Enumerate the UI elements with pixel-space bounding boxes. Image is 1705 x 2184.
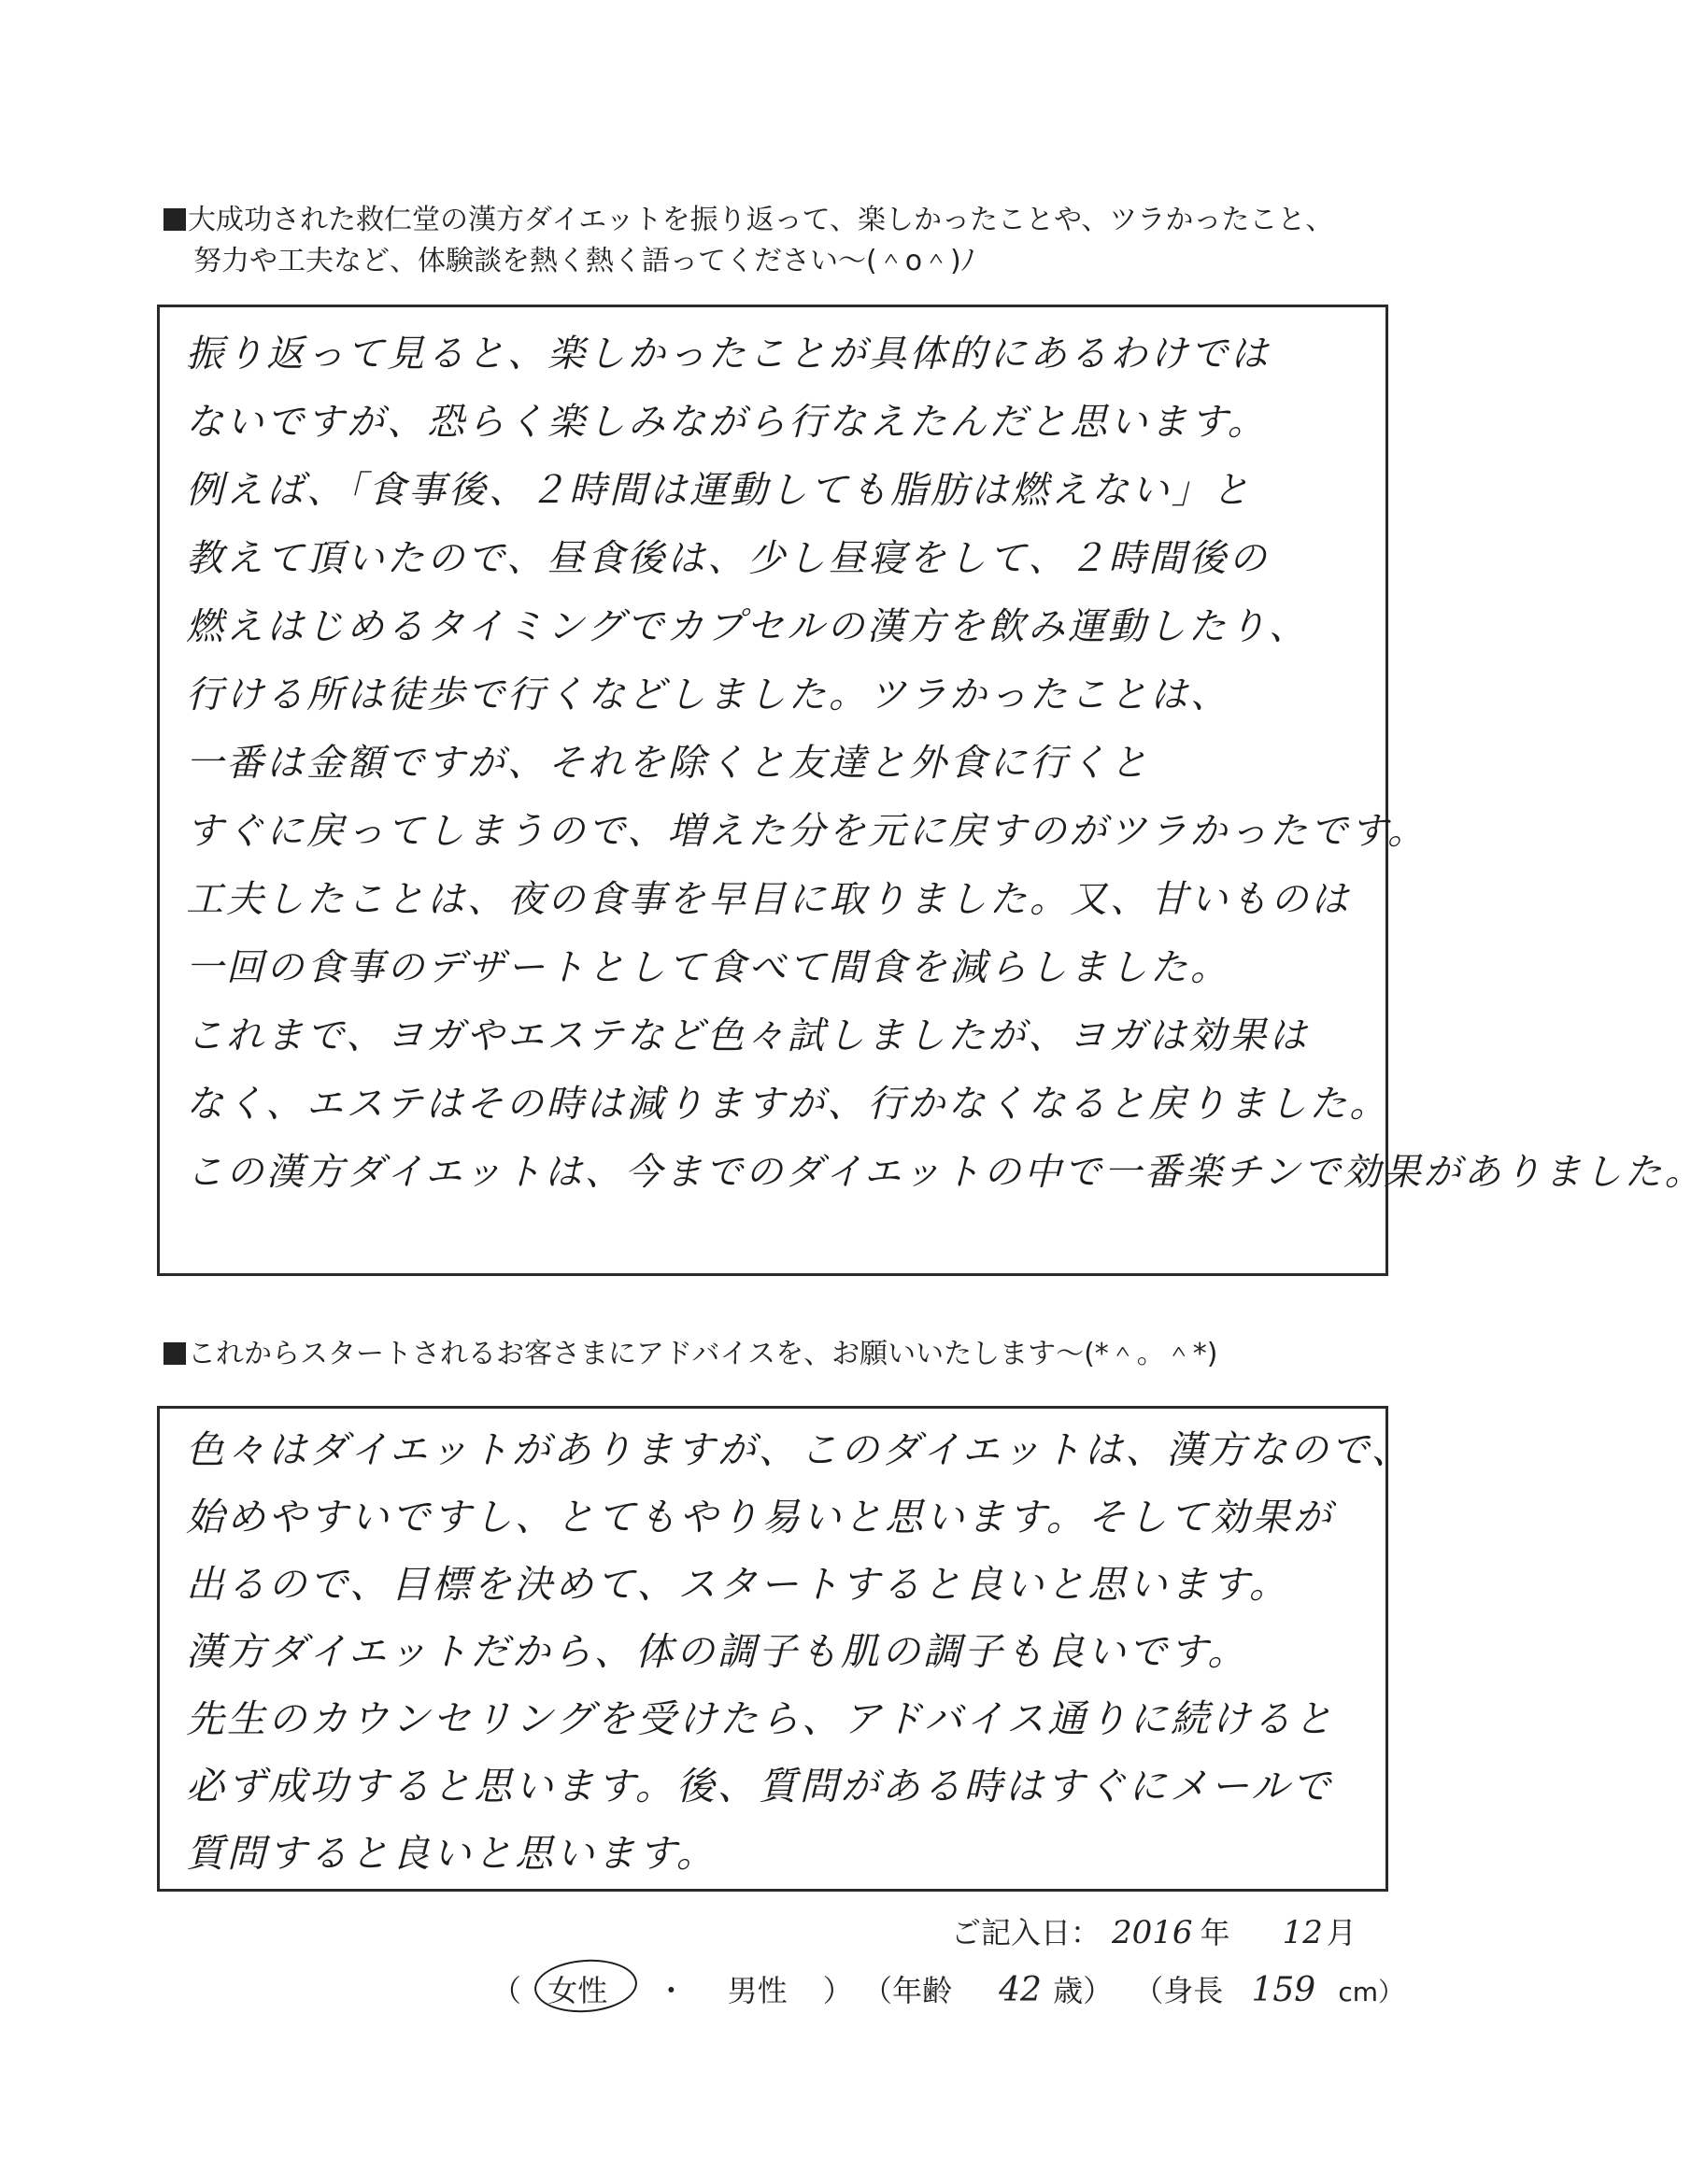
answer-line: 燃えはじめるタイミングでカプセルの漢方を飲み運動したり、: [186, 605, 1309, 648]
answer-line: ないですが、恐らく楽しみながら行なえたんだと思います。: [186, 401, 1268, 444]
entry-date-label: ご記入日：: [951, 1915, 1101, 1950]
gender-male-label: 男性: [727, 1973, 788, 2008]
profile-open-paren: （: [491, 1973, 522, 2008]
answer-line: 例えば、「食事後、２時間は運動しても脂肪は燃えない」と: [186, 469, 1252, 512]
section1-heading-line1: 大成功された救仁堂の漢方ダイエットを振り返って、楽しかったことや、ツラかったこと、: [188, 204, 1334, 236]
section1-answer-box: [157, 305, 1705, 1276]
square-bullet-icon: [163, 1342, 186, 1365]
entry-year-value: 2016: [1112, 1914, 1193, 1951]
answer-line: 必ず成功すると思います。後、質問がある時はすぐにメールで: [186, 1764, 1333, 1808]
answer-line: 一回の食事のデザートとして食べて間食を減らしました。: [186, 946, 1230, 989]
entry-date: [951, 1909, 1357, 1952]
section1-heading: [163, 200, 1333, 282]
gender-female-label: 女性: [547, 1973, 608, 2008]
gender-separator: ・: [656, 1973, 687, 2008]
respondent-profile: [482, 1967, 1404, 2010]
square-bullet-icon: [163, 208, 186, 231]
age-unit: 歳）: [1053, 1973, 1114, 2008]
gender-option-female: [540, 1967, 615, 2010]
entry-month-unit: 月: [1326, 1915, 1357, 1950]
answer-line: 出るので、目標を決めて、スタートすると良いと思います。: [186, 1562, 1290, 1607]
entry-year-unit: 年: [1200, 1915, 1230, 1950]
answer-line: 漢方ダイエットだから、体の調子も肌の調子も良いです。: [186, 1629, 1249, 1674]
answer-line: この漢方ダイエットは、今までのダイエットの中で一番楽チンで効果がありました。: [186, 1151, 1705, 1194]
answer-line: これまで、ヨガやエステなど色々試しましたが、ヨガは効果は: [186, 1014, 1310, 1057]
answer-line: すぐに戻ってしまうので、増えた分を元に戻すのがツラかったです。: [186, 810, 1428, 853]
section2-heading: [163, 1334, 1218, 1375]
height-label: （身長: [1133, 1973, 1224, 2008]
entry-month-value: 12: [1282, 1914, 1323, 1951]
answer-line: なく、エステはその時は減りますが、行かなくなると戻りました。: [186, 1083, 1390, 1126]
height-unit: cm）: [1338, 1977, 1405, 2007]
answer-line: 行ける所は徒歩で行くなどしました。ツラかったことは、: [186, 674, 1230, 716]
answer-line: 質問すると良いと思います。: [186, 1831, 718, 1876]
answer-line: 工夫したことは、夜の食事を早目に取りました。又、甘いものは: [186, 878, 1351, 921]
section1-answer-text: [186, 320, 1705, 1207]
answer-line: 教えて頂いたので、昼食後は、少し昼寝をして、２時間後の: [186, 537, 1270, 580]
section2-answer-text: [186, 1416, 1413, 1887]
answer-line: 一番は金額ですが、それを除くと友達と外食に行くと: [186, 742, 1150, 785]
height-value: 159: [1251, 1971, 1316, 2009]
answer-line: 始めやすいですし、とてもやり易いと思います。そして効果が: [186, 1495, 1334, 1539]
answer-line: 振り返って見ると、楽しかったことが具体的にあるわけでは: [186, 333, 1271, 376]
answer-line: 先生のカウンセリングを受けたら、アドバイス通りに続けると: [186, 1696, 1335, 1741]
section2-answer-box: [157, 1406, 1413, 1892]
age-value: 42: [999, 1971, 1042, 2009]
section1-heading-line2: 努力や工夫など、体験談を熱く熱く語ってください～(＾o＾)ﾉ: [193, 245, 975, 277]
profile-close-paren: ）: [822, 1973, 853, 2008]
age-label: （年齢: [861, 1973, 952, 2008]
section2-heading-text: これからスタートされるお客さまにアドバイスを、お願いいたします～(*＾。＾*): [188, 1338, 1218, 1370]
answer-line: 色々はダイエットがありますが、このダイエットは、漢方なので、: [186, 1427, 1413, 1472]
